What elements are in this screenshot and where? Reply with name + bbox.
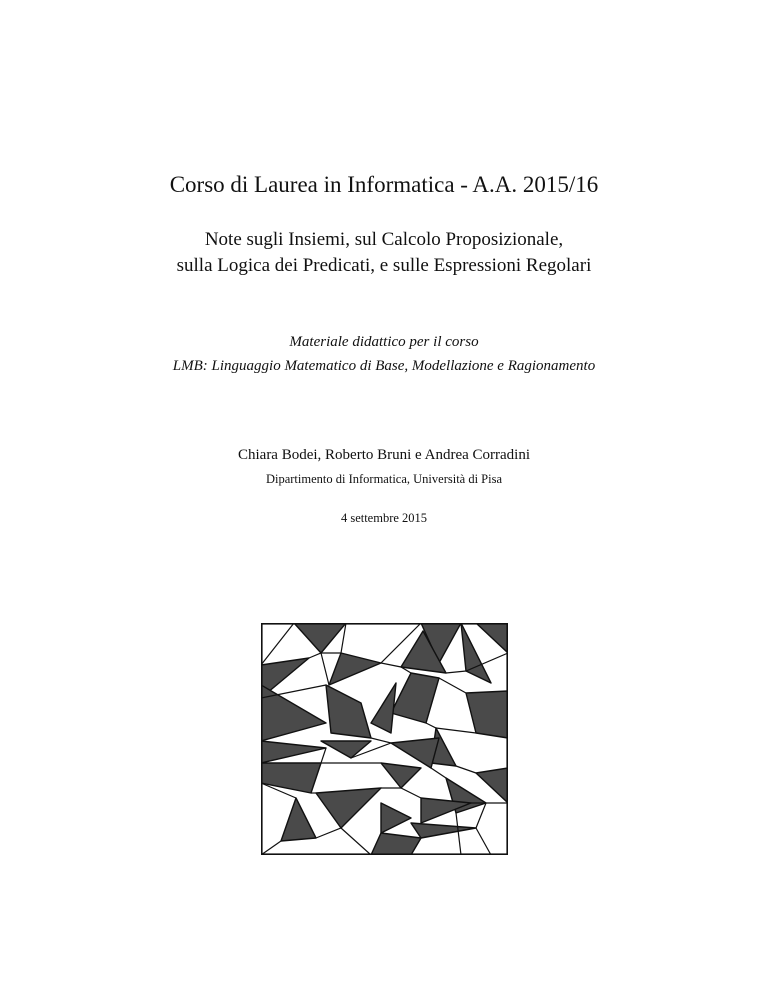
course-title: Corso di Laurea in Informatica - A.A. 2015/16: [169, 172, 599, 197]
authors: Chiara Bodei, Roberto Bruni e Andrea Corradini: [237, 447, 531, 463]
subtitle-line-1: Note sugli Insiemi, sul Calcolo Proposizionale,: [204, 229, 564, 250]
mosaic-dark-tiles: [261, 623, 508, 855]
material-line-1: Materiale didattico per il corso: [289, 334, 479, 350]
subtitle-line-2: sulla Logica dei Predicati, e sulle Espressioni Regolari: [176, 255, 592, 276]
triangle-mosaic-illustration: [261, 623, 508, 855]
material-line-2: LMB: Linguaggio Matematico di Base, Modellazione e Ragionamento: [172, 358, 596, 374]
affiliation: Dipartimento di Informatica, Università di Pisa: [265, 472, 503, 486]
date: 4 settembre 2015: [340, 511, 428, 525]
